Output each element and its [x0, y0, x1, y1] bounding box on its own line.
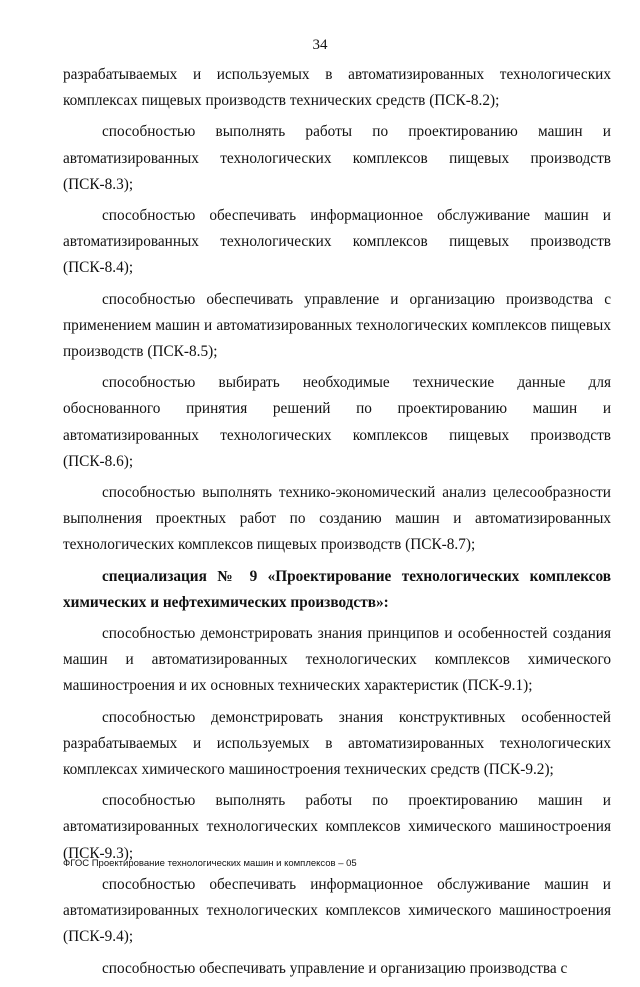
paragraph: способностью выполнять работы по проектированию машин и автоматизированных технологических комплексов пищевых производств (ПСК-8.3); — [63, 123, 611, 193]
specialization-heading: специализация № 9 «Проектирование технологических комплексов химических и нефтехимических производств»: — [63, 567, 611, 611]
paragraph: способностью выбирать необходимые технические данные для обоснованного принятия решений по проектированию машин и автоматизированных технологических комплексов пищевых производств (ПСК-8.6); — [63, 374, 611, 470]
document-body — [63, 62, 611, 987]
page-footer: ФГОС Проектирование технологических машин и комплексов – 05 — [63, 858, 357, 869]
paragraph: способностью обеспечивать информационное обслуживание машин и автоматизированных технологических комплексов химического машиностроения (ПСК-9.4); — [63, 875, 611, 946]
paragraph: способностью выполнять технико-экономический анализ целесообразности выполнения проектных работ по созданию машин и автоматизированных технологических комплексов пищевых производств (ПСК-8.7); — [63, 484, 611, 554]
page-number: 34 — [312, 37, 328, 53]
paragraph: разрабатываемых и используемых в автоматизированных технологических комплексах пищевых производств технических средств (ПСК-8.2); — [63, 66, 611, 110]
paragraph: способностью выполнять работы по проектированию машин и автоматизированных технологических комплексов химического машиностроения (ПСК-9.3); — [63, 792, 611, 862]
paragraph: способностью демонстрировать знания принципов и особенностей создания машин и автоматизированных технологических комплексов химического машиностроения и их основных технических характеристик (ПСК-9.1); — [63, 625, 611, 695]
paragraph: способностью обеспечивать информационное обслуживание машин и автоматизированных технологических комплексов пищевых производств (ПСК-8.4); — [63, 207, 611, 277]
paragraph: способностью обеспечивать управление и организацию производства с — [102, 959, 568, 977]
paragraph: способностью демонстрировать знания конструктивных особенностей разрабатываемых и используемых в автоматизированных технологических комплексах химического машиностроения технических средств (ПСК-9.2); — [63, 708, 611, 779]
paragraph: способностью обеспечивать управление и организацию производства с применением машин и автоматизированных технологических комплексов пищевых производств (ПСК-8.5); — [63, 290, 611, 361]
